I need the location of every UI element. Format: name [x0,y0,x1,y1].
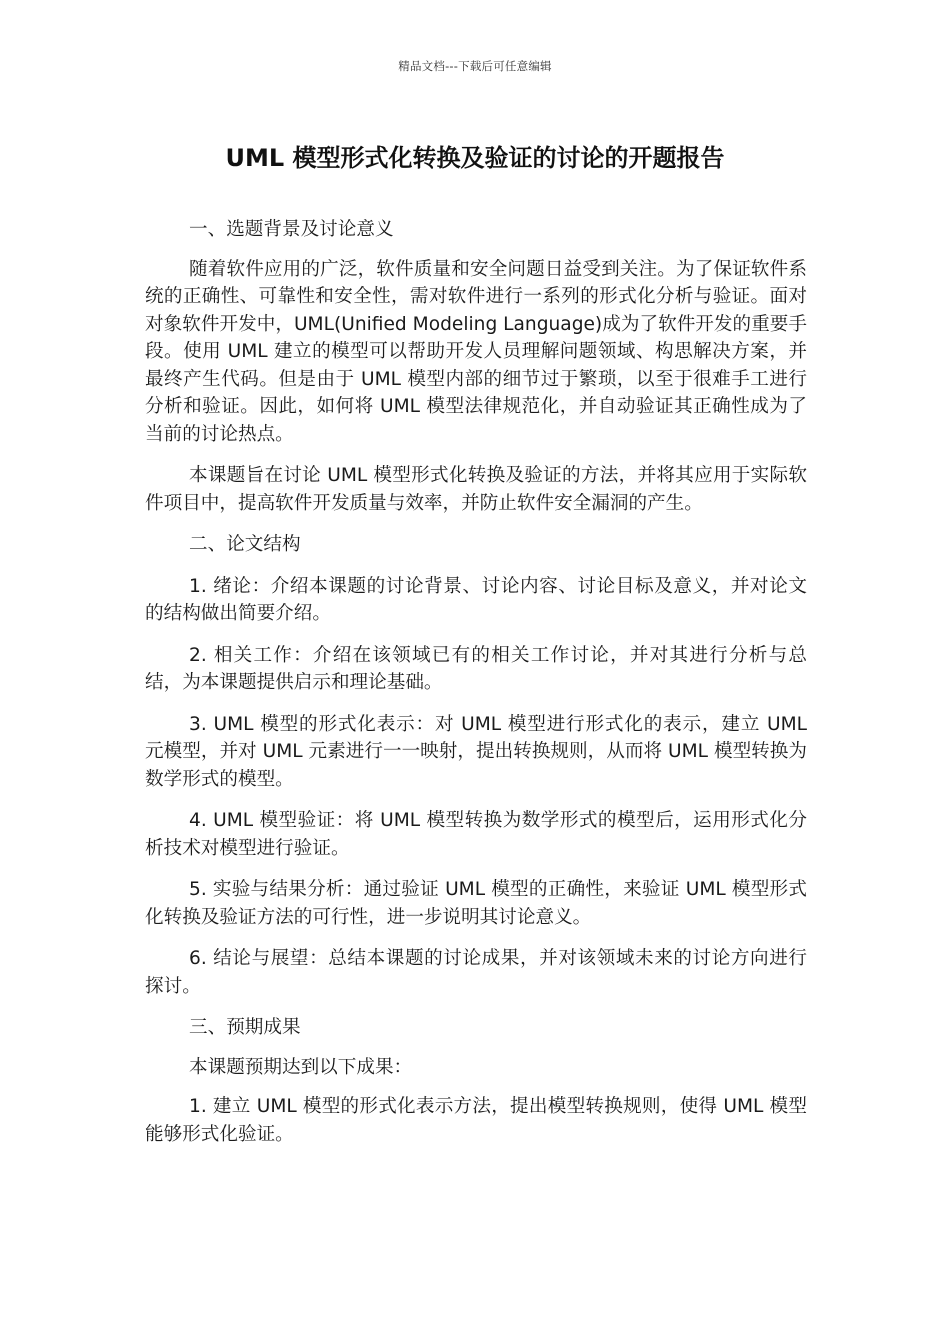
section-heading-structure: 二、论文结构 [189,534,301,555]
document-body [145,216,807,1162]
list-item-introduction: 1. 绪论：介绍本课题的讨论背景、讨论内容、讨论目标及意义，并对论文的结构做出简要介绍。 [145,575,807,624]
list-item-expected-result-1: 1. 建立 UML 模型的形式化表示方法，提出模型转换规则，使得 UML 模型能够形式化验证。 [145,1096,807,1145]
section-heading-background: 一、选题背景及讨论意义 [189,219,394,240]
list-item-conclusion: 6. 结论与展望：总结本课题的讨论成果，并对该领域未来的讨论方向进行探讨。 [145,948,807,997]
paragraph-expected-intro: 本课题预期达到以下成果： [189,1056,413,1078]
list-item-model-verification: 4. UML 模型验证：将 UML 模型转换为数学形式的模型后，运用形式化分析技术对模型进行验证。 [145,810,807,859]
list-item-experiment: 5. 实验与结果分析：通过验证 UML 模型的正确性，来验证 UML 模型形式化转换及验证方法的可行性，进一步说明其讨论意义。 [145,879,807,928]
document-title: UML 模型形式化转换及验证的讨论的开题报告 [225,144,725,172]
list-item-formal-representation: 3. UML 模型的形式化表示：对 UML 模型进行形式化的表示，建立 UML 元模型，并对 UML 元素进行一一映射，提出转换规则，从而将 UML 模型转换为数学形式的模型。 [145,713,807,790]
list-item-related-work: 2. 相关工作：介绍在该领域已有的相关工作讨论，并对其进行分析与总结，为本课题提供启示和理论基础。 [145,644,807,693]
paragraph-purpose: 本课题旨在讨论 UML 模型形式化转换及验证的方法，并将其应用于实际软件项目中，提高软件开发质量与效率，并防止软件安全漏洞的产生。 [145,465,807,514]
page-header: 精品文档---下载后可任意编辑 [398,59,552,73]
section-heading-expected-results: 三、预期成果 [189,1017,301,1038]
paragraph-background: 随着软件应用的广泛，软件质量和安全问题日益受到关注。为了保证软件系统的正确性、可靠性和安全性，需对软件进行一系列的形式化分析与验证。面对对象软件开发中，UML(Unified Modeling Language)成为了软件开发的重要手段。使用 UML 建立的模型可以帮助开发人员理解问题领域、构思解决方案，并最终产生代码。但是由于 UML 模型内部的细节过于繁琐，以至于很难手工进行分析和验证。因此，如何将 UML 模型法律规范化，并自动验证其正确性成为了当前的讨论热点。 [145,258,807,445]
